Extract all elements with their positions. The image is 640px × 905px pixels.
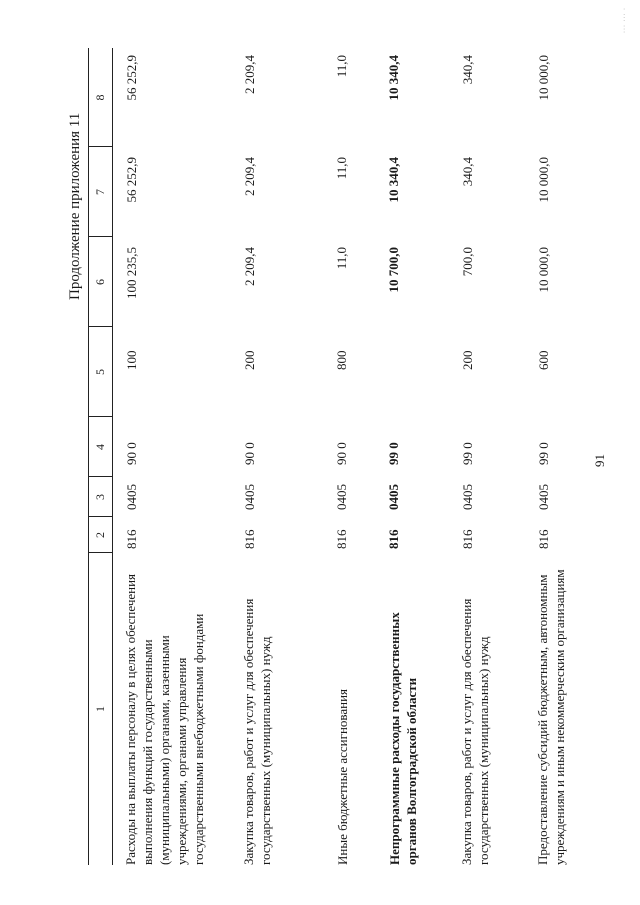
row-3-c4: 90 0 (334, 442, 349, 465)
row-4-c3: 0405 (386, 484, 401, 510)
row-6-c4: 99 0 (536, 442, 551, 465)
row-5-c7: 340,4 (460, 157, 475, 187)
row-6-c2: 816 (536, 529, 551, 549)
col-header-5: 5 (93, 369, 107, 375)
row-2-c7: 2 209,4 (242, 157, 257, 196)
row-3-c2: 816 (334, 529, 349, 549)
row-6-c7: 10 000,0 (536, 157, 551, 203)
row-5-c8: 340,4 (460, 55, 475, 85)
row-1-c7: 56 252,9 (124, 157, 139, 203)
header-top-rule (88, 48, 89, 865)
row-1-c8: 56 252,9 (124, 55, 139, 101)
row-3-c3: 0405 (334, 484, 349, 510)
row-4-c4: 99 0 (386, 442, 401, 465)
col-header-1: 1 (93, 706, 107, 712)
row-2-c2: 816 (242, 529, 257, 549)
col-header-7: 7 (93, 189, 107, 195)
row-2-c6: 2 209,4 (242, 247, 257, 286)
col-header-3: 3 (93, 494, 107, 500)
row-3-c6: 11,0 (334, 247, 349, 270)
row-5-c6: 700,0 (460, 247, 475, 277)
page-number: 91 (592, 454, 607, 467)
row-2-c5: 200 (242, 350, 257, 370)
header-bottom-rule (112, 48, 113, 865)
row-1-c3: 0405 (124, 484, 139, 510)
row-3-description: Иные бюджетные ассигнования (335, 688, 350, 865)
row-6-c3: 0405 (536, 484, 551, 510)
row-4-c7: 10 340,4 (386, 157, 401, 203)
col-header-2: 2 (93, 532, 107, 538)
row-5-c3: 0405 (460, 484, 475, 510)
row-6-description: Предоставление субсидий бюджетным, автономным учреждениям и иным некоммерческим организациям (535, 569, 567, 865)
row-5-description: Закупка товаров, работ и услуг для обеспечения государственных (муниципальных) нужд (459, 598, 491, 865)
row-3-c7: 11,0 (334, 157, 349, 180)
row-6-c8: 10 000,0 (536, 55, 551, 101)
page-subtitle: Продолжение приложения 11 (67, 112, 83, 300)
row-2-c8: 2 209,4 (242, 55, 257, 94)
row-3-c5: 800 (334, 350, 349, 370)
row-1-c4: 90 0 (124, 442, 139, 465)
row-1-c5: 100 (124, 350, 139, 370)
row-1-description: Расходы на выплаты персоналу в целях обеспечения выполнения функций государственными (муниципальными) органами, казенными учреждениями, органами управления государственными внебюджетными фондами (123, 573, 206, 865)
row-5-c2: 816 (460, 529, 475, 549)
row-2-description: Закупка товаров, работ и услуг для обеспечения государственных (муниципальных) нужд (241, 598, 273, 865)
row-4-c8: 10 340,4 (386, 55, 401, 101)
row-4-c2: 816 (386, 529, 401, 549)
col-header-8: 8 (93, 94, 107, 101)
row-3-c8: 11,0 (334, 55, 349, 78)
row-5-c4: 99 0 (460, 442, 475, 465)
row-6-c6: 10 000,0 (536, 247, 551, 293)
col-header-6: 6 (93, 279, 107, 285)
row-4-description: Непрограммные расходы государственных органов Волгоградской области (387, 612, 419, 865)
row-1-c2: 816 (124, 529, 139, 549)
row-4-c6: 10 700,0 (386, 247, 401, 293)
row-6-c5: 600 (536, 350, 551, 370)
corner-mark: ··· ··· · (622, 7, 628, 33)
row-5-c5: 200 (460, 350, 475, 370)
row-1-c6: 100 235,5 (124, 247, 139, 299)
col-header-4: 4 (93, 444, 107, 450)
row-2-c3: 0405 (242, 484, 257, 510)
row-2-c4: 90 0 (242, 442, 257, 465)
